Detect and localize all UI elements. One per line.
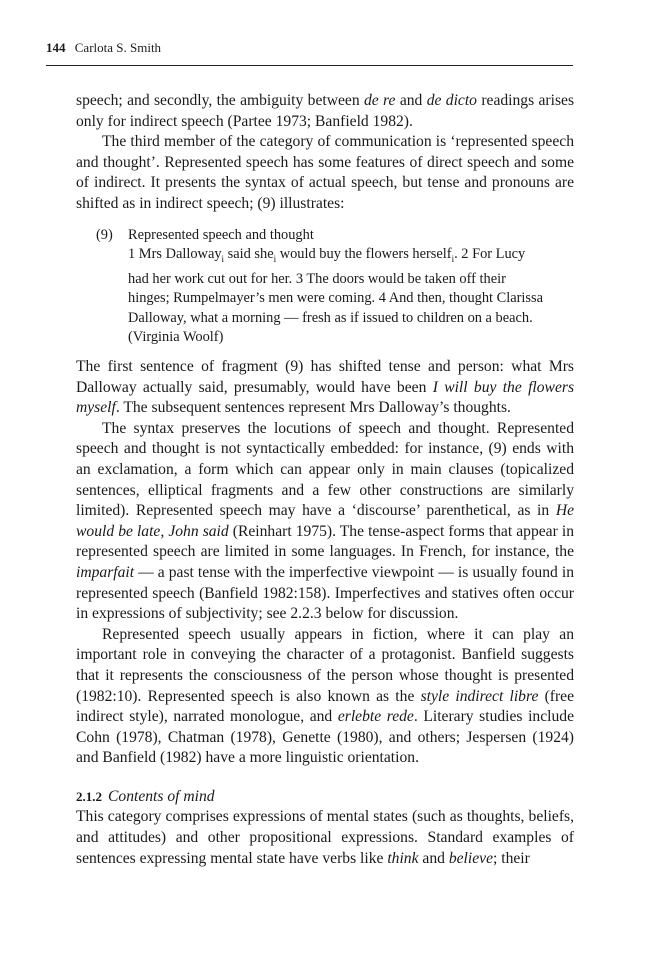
example-number: (9) xyxy=(96,226,113,243)
section-title: Contents of mind xyxy=(108,787,215,805)
text-run: and xyxy=(395,92,427,109)
text-run: said she xyxy=(224,246,274,263)
italic-term: think xyxy=(387,849,419,867)
paragraph-2: The third member of the category of communication is ‘represented speech and thought’. Represented speech has some features of direct speech and some of indirect. It presents the syntax of actual speech, but tense and pronouns are shifted as in indirect speech; (9) illustrates: xyxy=(76,133,574,212)
italic-term: de dicto xyxy=(426,92,477,109)
text-run: ; their xyxy=(493,849,530,867)
text-run: Represented speech usually appears in fiction, where it can play an important role in conveying the character of a protagonist. Banfield suggests that it represents the consciousness of the person whose thought is presented (1982:10). Represented speech is also known as the xyxy=(76,625,574,705)
italic-term: style indirect libre xyxy=(420,687,539,705)
italic-quote: He would be late, John said xyxy=(76,502,574,540)
section-heading xyxy=(76,787,574,808)
text-run: . 2 For Lucy had her work cut out for her. 3 The doors would be taken off their hinges; Rumpelmayer’s men were coming. 4 And then, thought Clarissa Dalloway, what a morning — fresh as if issued to children on a beach. xyxy=(128,246,543,326)
text-run: (free indirect style), narrated monologue, and xyxy=(76,687,575,726)
text-run: and xyxy=(418,849,449,867)
text-run: — a past tense with the imperfective viewpoint — is usually found in represented speech (Banfield 1982:158). Imperfectives and statives often occur in expressions of subjectivity; see 2.2.3 below for discussion. xyxy=(76,563,574,623)
text-run: . The subsequent sentences represent Mrs Dalloway’s thoughts. xyxy=(115,399,511,417)
index-subscript: i xyxy=(451,254,455,265)
text-run: The syntax preserves the locutions of speech and thought. Represented speech and thought is not syntactically embedded: for instance, (9) ends with an exclamation, a form which can appear only in main clauses (topicalized sentences, elliptical fragments and a few other constructions are similarly limited). Represented speech may have a ‘discourse’ parenthetical, as in xyxy=(76,419,574,520)
example-9 xyxy=(96,226,574,348)
italic-term: believe xyxy=(448,849,493,867)
index-subscript: i xyxy=(273,254,277,265)
text-run: . Literary studies include Cohn (1978), Chatman (1978), Genette (1980), and others; Jespersen (1924) and Banfield (1982) have a more linguistic orientation. xyxy=(76,708,574,767)
paragraph-1 xyxy=(76,91,574,132)
text-run: would buy the flowers herself xyxy=(276,246,452,263)
italic-term: de re xyxy=(363,92,396,109)
text-run: This category comprises expressions of mental states (such as thoughts, beliefs, and attitudes) and other propositional expressions. Standard examples of sentences expressing mental state have verbs like xyxy=(76,808,574,867)
running-header xyxy=(46,40,573,66)
main-text xyxy=(76,91,574,869)
index-subscript: i xyxy=(221,254,225,265)
italic-quote: I will buy the flowers myself xyxy=(76,378,575,417)
example-title: Represented speech and thought xyxy=(128,226,314,243)
paragraph-3 xyxy=(76,357,574,419)
italic-term: imparfait xyxy=(76,563,135,581)
text-run: readings arises only for indirect speech (Partee 1973; Banfield 1982). xyxy=(76,92,575,130)
paragraph-4 xyxy=(76,419,574,625)
text-run: (Reinhart 1975). The tense-aspect forms that appear in represented speech are limited in some languages. In French, for instance, the xyxy=(76,522,574,561)
italic-term: erlebte rede xyxy=(337,708,414,726)
text-run: The first sentence of fragment (9) has shifted tense and person: what Mrs Dalloway actually said, presumably, would have been xyxy=(76,358,574,396)
paragraph-5 xyxy=(76,625,574,769)
page-number: 144 xyxy=(46,40,66,55)
text-run: speech; and secondly, the ambiguity between xyxy=(76,92,364,109)
paragraph-6 xyxy=(76,807,574,869)
example-source: (Virginia Woolf) xyxy=(128,329,224,346)
section-number: 2.1.2 xyxy=(76,788,102,804)
running-author: Carlota S. Smith xyxy=(74,40,162,55)
text-run: 1 Mrs Dalloway xyxy=(128,246,222,263)
example-body xyxy=(128,245,548,348)
